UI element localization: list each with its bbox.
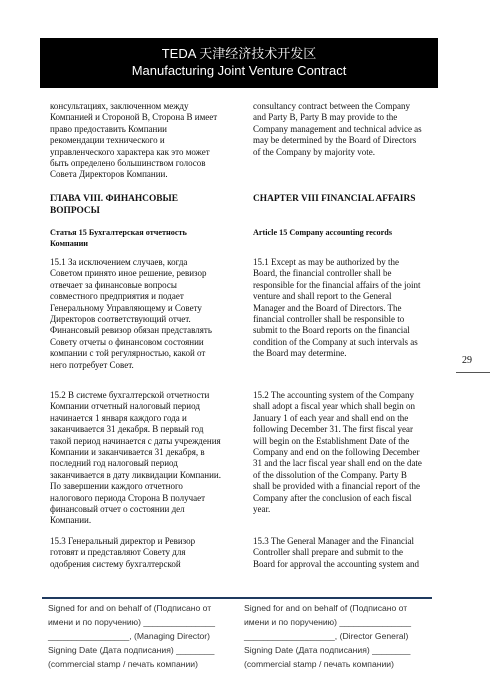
- page-number: 29: [462, 355, 472, 366]
- en-article-heading: Article 15 Company accounting records: [253, 228, 393, 237]
- ru-paragraph-15-2: 15.2 В системе бухгалтерской отчетности Компании отчетный налоговый период начинается 1 января каждого года и заканчивается 31 декабря. В первый год такой период начинается с даты учреждения Компании и заканчивается 31 декабря, в последний год налоговый период заканчивается в дату ликвидации Компании. По завершении каждого отчетного налогового периода Сторона В получает финансовый отчет о состоянии дел Компании.: [50, 390, 221, 526]
- ru-chapter-heading: ГЛАВА VIII. ФИНАНСОВЫЕ ВОПРОСЫ: [50, 194, 178, 216]
- en-paragraph-15-2: 15.2 The accounting system of the Company shall adopt a fiscal year which shall begin on January 1 of each year and shall end on the following December 31. The first fiscal year will begin on the Establishment Date of the Company and end on the following December 31 and the lacr fiscal year shall end on the date of the dissolution of the Company. Party B shall be provided with a financial report of the Company after the conclusion of each fiscal year.: [253, 390, 422, 515]
- document-header: [40, 38, 438, 88]
- en-chapter-heading: CHAPTER VIII FINANCIAL AFFAIRS: [253, 194, 416, 204]
- signature-block-director-general: Signed for and on behalf of (Подписано от имени и по поручению) _______________ ___________________, (Director General) Signing Date (Дата подписания) ________ (commercial stamp / печать компании): [244, 603, 412, 669]
- ru-paragraph-15-1: 15.1 За исключением случаев, когда Советом принято иное решение, ревизор отвечает за финансовые вопросы совместного предприятия и подает Генеральному Управляющему и Совету Директоров соответствующий отчет. Финансовый ревизор обязан представлять Совету отчеты о финансовом состоянии компании с той регулярностью, какой от него потребует Совет.: [50, 257, 212, 370]
- signature-block-managing-director: Signed for and on behalf of (Подписано от имени и по поручению) _______________ _________________, (Managing Director) Signing Date (Дата подписания) ________ (commercial stamp / печать компании): [48, 603, 216, 669]
- ru-paragraph-15-3: 15.3 Генеральный директор и Ревизор готовят и представляют Совету для одобрения систему бухгалтерской: [50, 536, 196, 569]
- ru-article-heading: Статья 15 Бухгалтерская отчетность Компании: [50, 228, 187, 248]
- footer-divider: [42, 597, 432, 599]
- en-paragraph-intro: consultancy contract between the Company and Party B, Party B may provide to the Company management and technical advice as may be determined by the Board of Directors of the Company by majority vote.: [253, 101, 422, 157]
- page-number-rule: [456, 372, 490, 373]
- ru-paragraph-intro: консультациях, заключенном между Компанией и Стороной В, Сторона В имеет право предоставить Компании рекомендации технического и управленческого характера как это может быть определено большинством голосов Совета Директоров Компании.: [50, 101, 218, 180]
- header-title: TEDA 天津经济技术开发区: [161, 46, 317, 61]
- en-paragraph-15-1: 15.1 Except as may be authorized by the Board, the financial controller shall be responsible for the financial affairs of the joint venture and shall report to the General Manager and the Board of Directors. The financial controller shall be responsible to submit to the Board reports on the financial condition of the Company at such intervals as the Board may determine.: [253, 257, 421, 359]
- en-paragraph-15-3: 15.3 The General Manager and the Financial Controller shall prepare and submit to the Board for approval the accounting system and: [253, 536, 419, 569]
- header-subtitle: Manufacturing Joint Venture Contract: [131, 63, 347, 78]
